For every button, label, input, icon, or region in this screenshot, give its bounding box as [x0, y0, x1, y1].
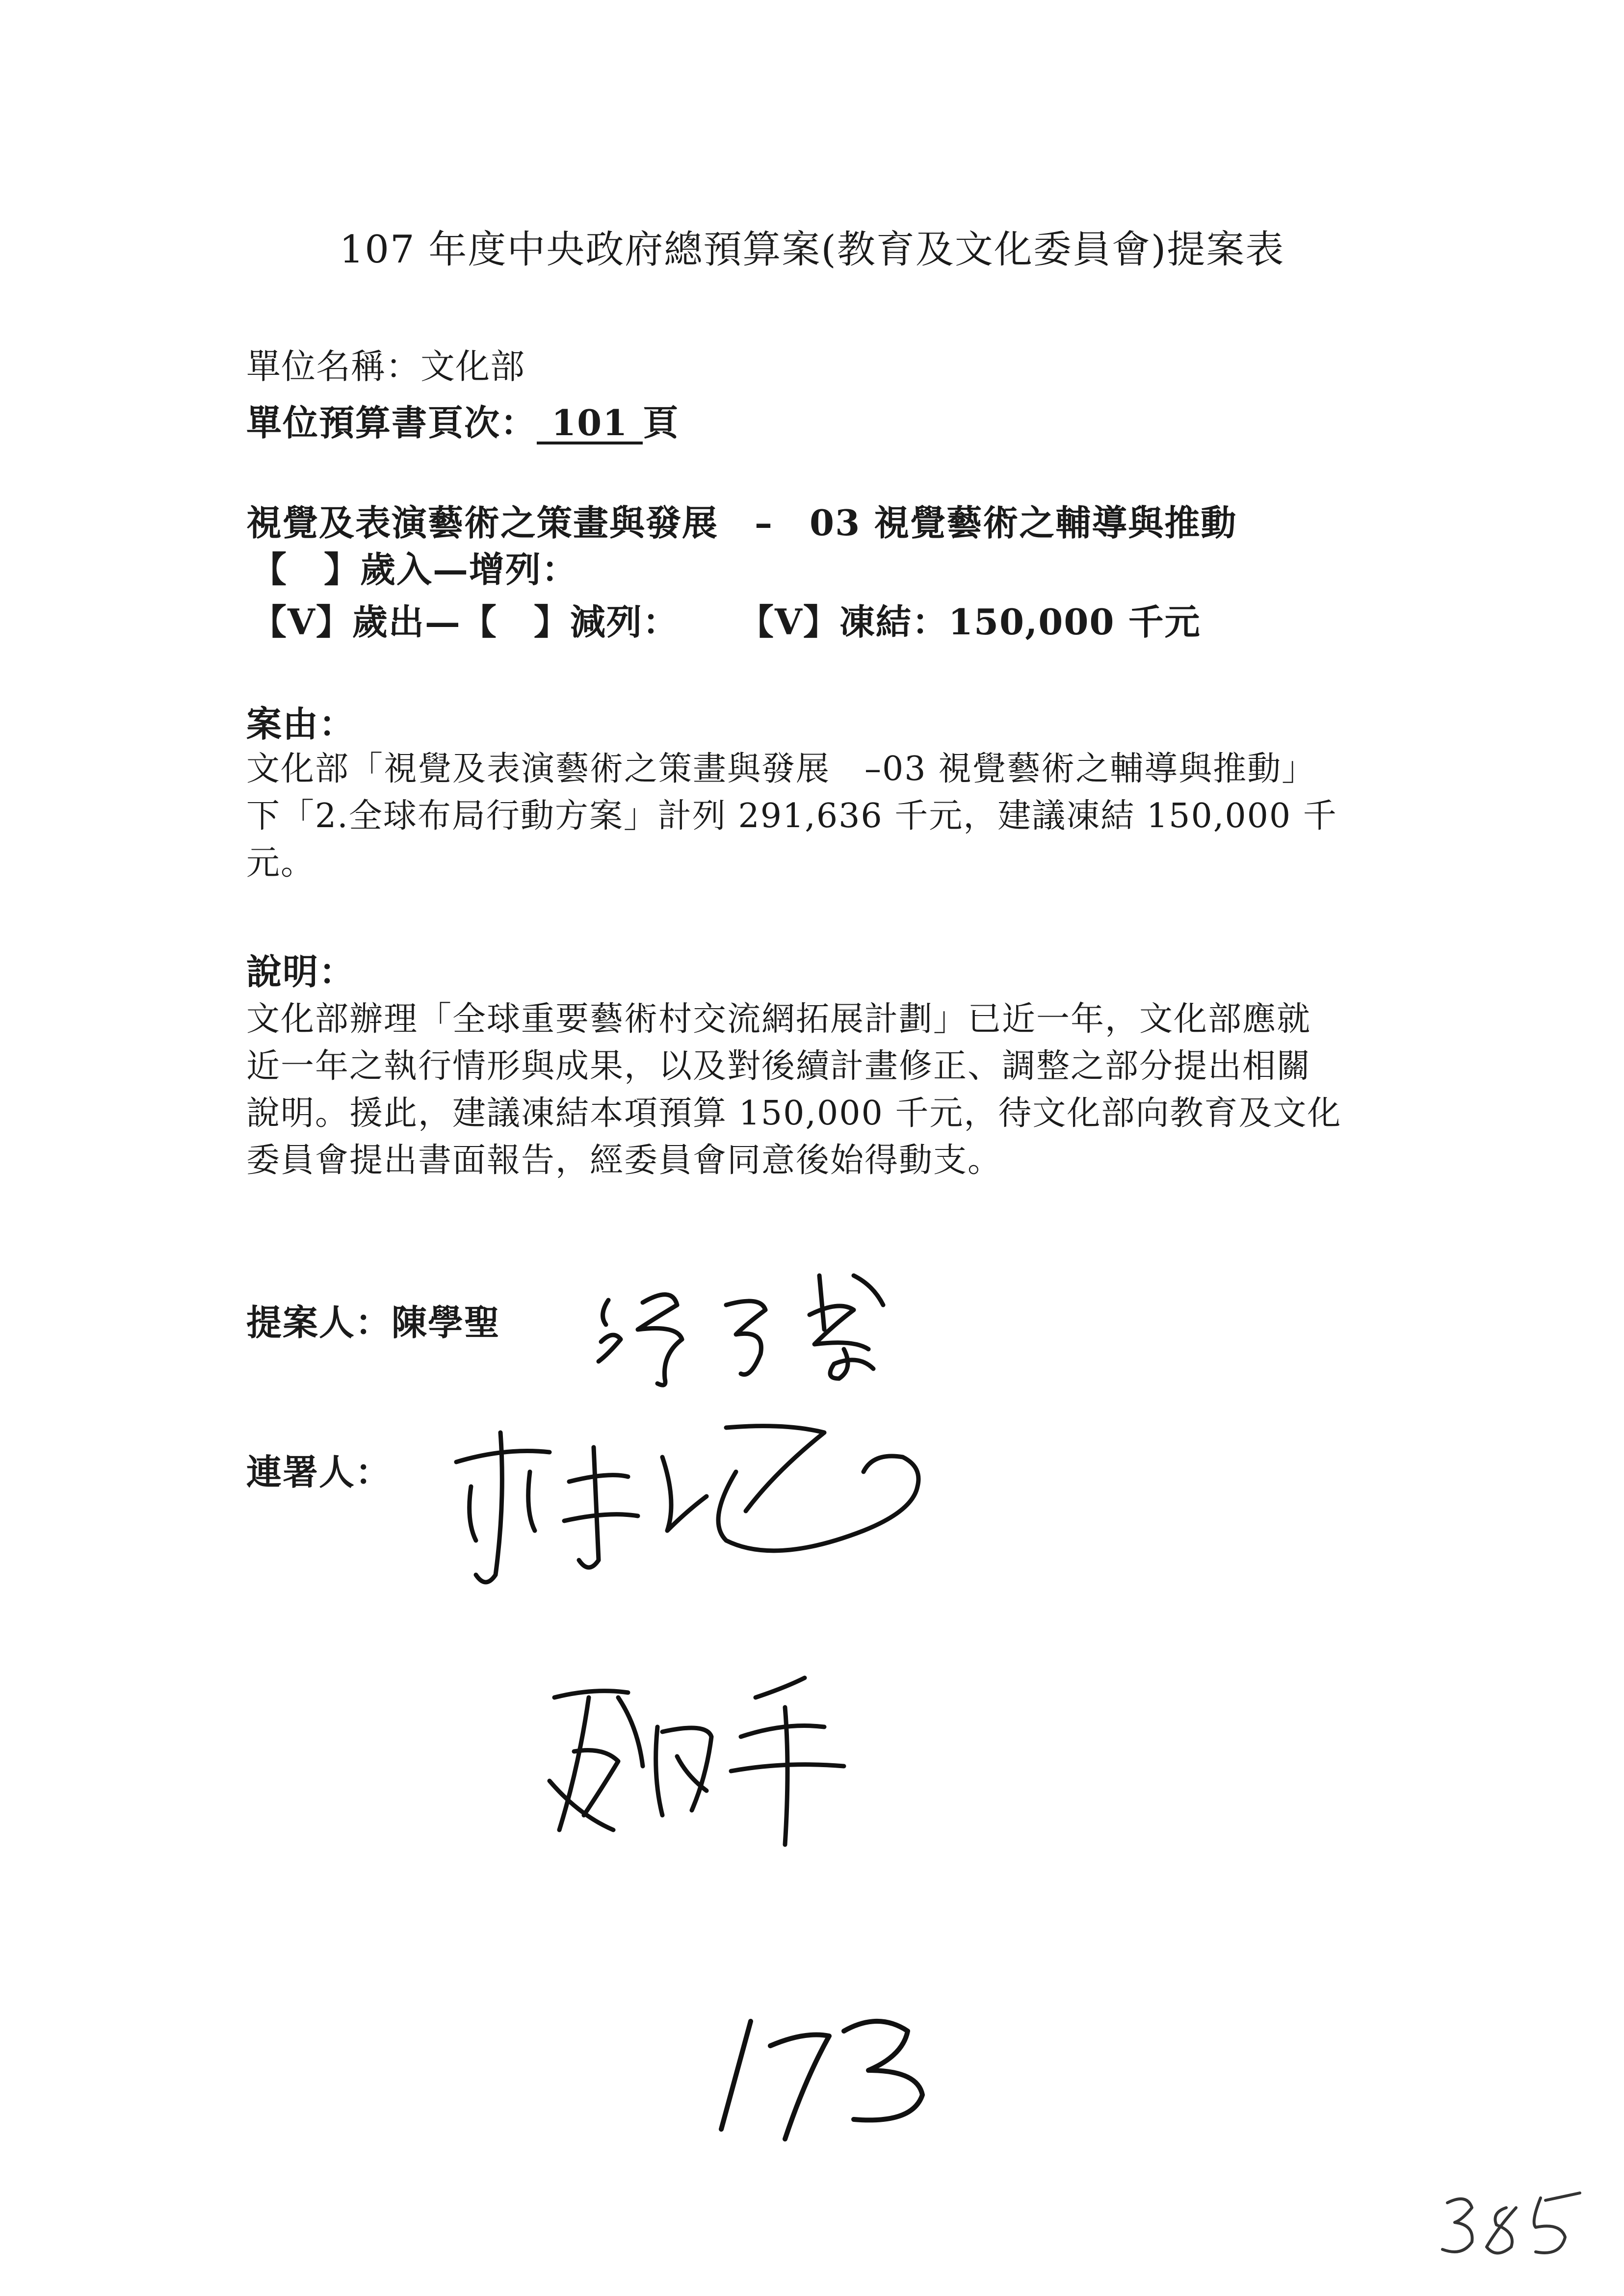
unit-page-row — [246, 402, 680, 444]
proposer-signature — [579, 1256, 952, 1403]
income-line: 【 】歲入—增列： — [251, 548, 578, 590]
cosigners-label: 連署人： — [246, 1451, 392, 1493]
unit-page-value: 101 — [537, 405, 643, 444]
expense-line: 【V】歲出—【 】減列： — [251, 601, 679, 643]
item-heading: 視覺及表演藝術之策畫與發展 – 03 視覺藝術之輔導與推動 — [246, 502, 1237, 544]
proposer-row — [246, 1302, 501, 1343]
reason-line: 文化部「視覺及表演藝術之策畫與發展 –03 視覺藝術之輔導與推動」 — [246, 750, 1316, 788]
unit-name-label: 單位名稱： — [246, 346, 420, 387]
reason-line: 元。 — [246, 844, 315, 883]
cosigner-signature — [530, 1668, 903, 1854]
reason-line: 下「2.全球布局行動方案」計列 291,636 千元，建議凍結 150,000 千 — [246, 797, 1337, 835]
explanation-line: 說明。援此，建議凍結本項預算 150,000 千元，待文化部向教育及文化 — [246, 1094, 1342, 1133]
corner-number-text: 385 — [1433, 2178, 1434, 2179]
unit-name-row — [246, 346, 525, 387]
unit-name-value: 文化部 — [420, 346, 525, 387]
unit-page-suffix: 頁 — [643, 402, 680, 444]
explanation-line: 近一年之執行情形與成果，以及對後續計畫修正、調整之部分提出相關 — [246, 1047, 1311, 1086]
unit-page-label: 單位預算書頁次： — [246, 402, 537, 444]
handwritten-page-number — [697, 2002, 962, 2149]
reason-text — [246, 746, 1394, 887]
freeze-line: 【V】凍結：150,000 千元 — [738, 601, 1201, 643]
cosigner-signature — [432, 1413, 981, 1609]
explanation-line: 文化部辦理「全球重要藝術村交流網拓展計劃」已近一年，文化部應就 — [246, 1000, 1311, 1039]
handwritten-corner-number — [1433, 2178, 1599, 2267]
reason-label: 案由： — [246, 703, 356, 745]
explanation-line: 委員會提出書面報告，經委員會同意後始得動支。 — [246, 1141, 1002, 1180]
proposer-label: 提案人： — [246, 1302, 392, 1343]
page-title: 107 年度中央政府總預算案(教育及文化委員會)提案表 — [339, 228, 1285, 272]
explanation-label: 說明： — [246, 951, 356, 992]
explanation-text — [246, 996, 1394, 1184]
proposer-name: 陳學聖 — [392, 1302, 501, 1343]
